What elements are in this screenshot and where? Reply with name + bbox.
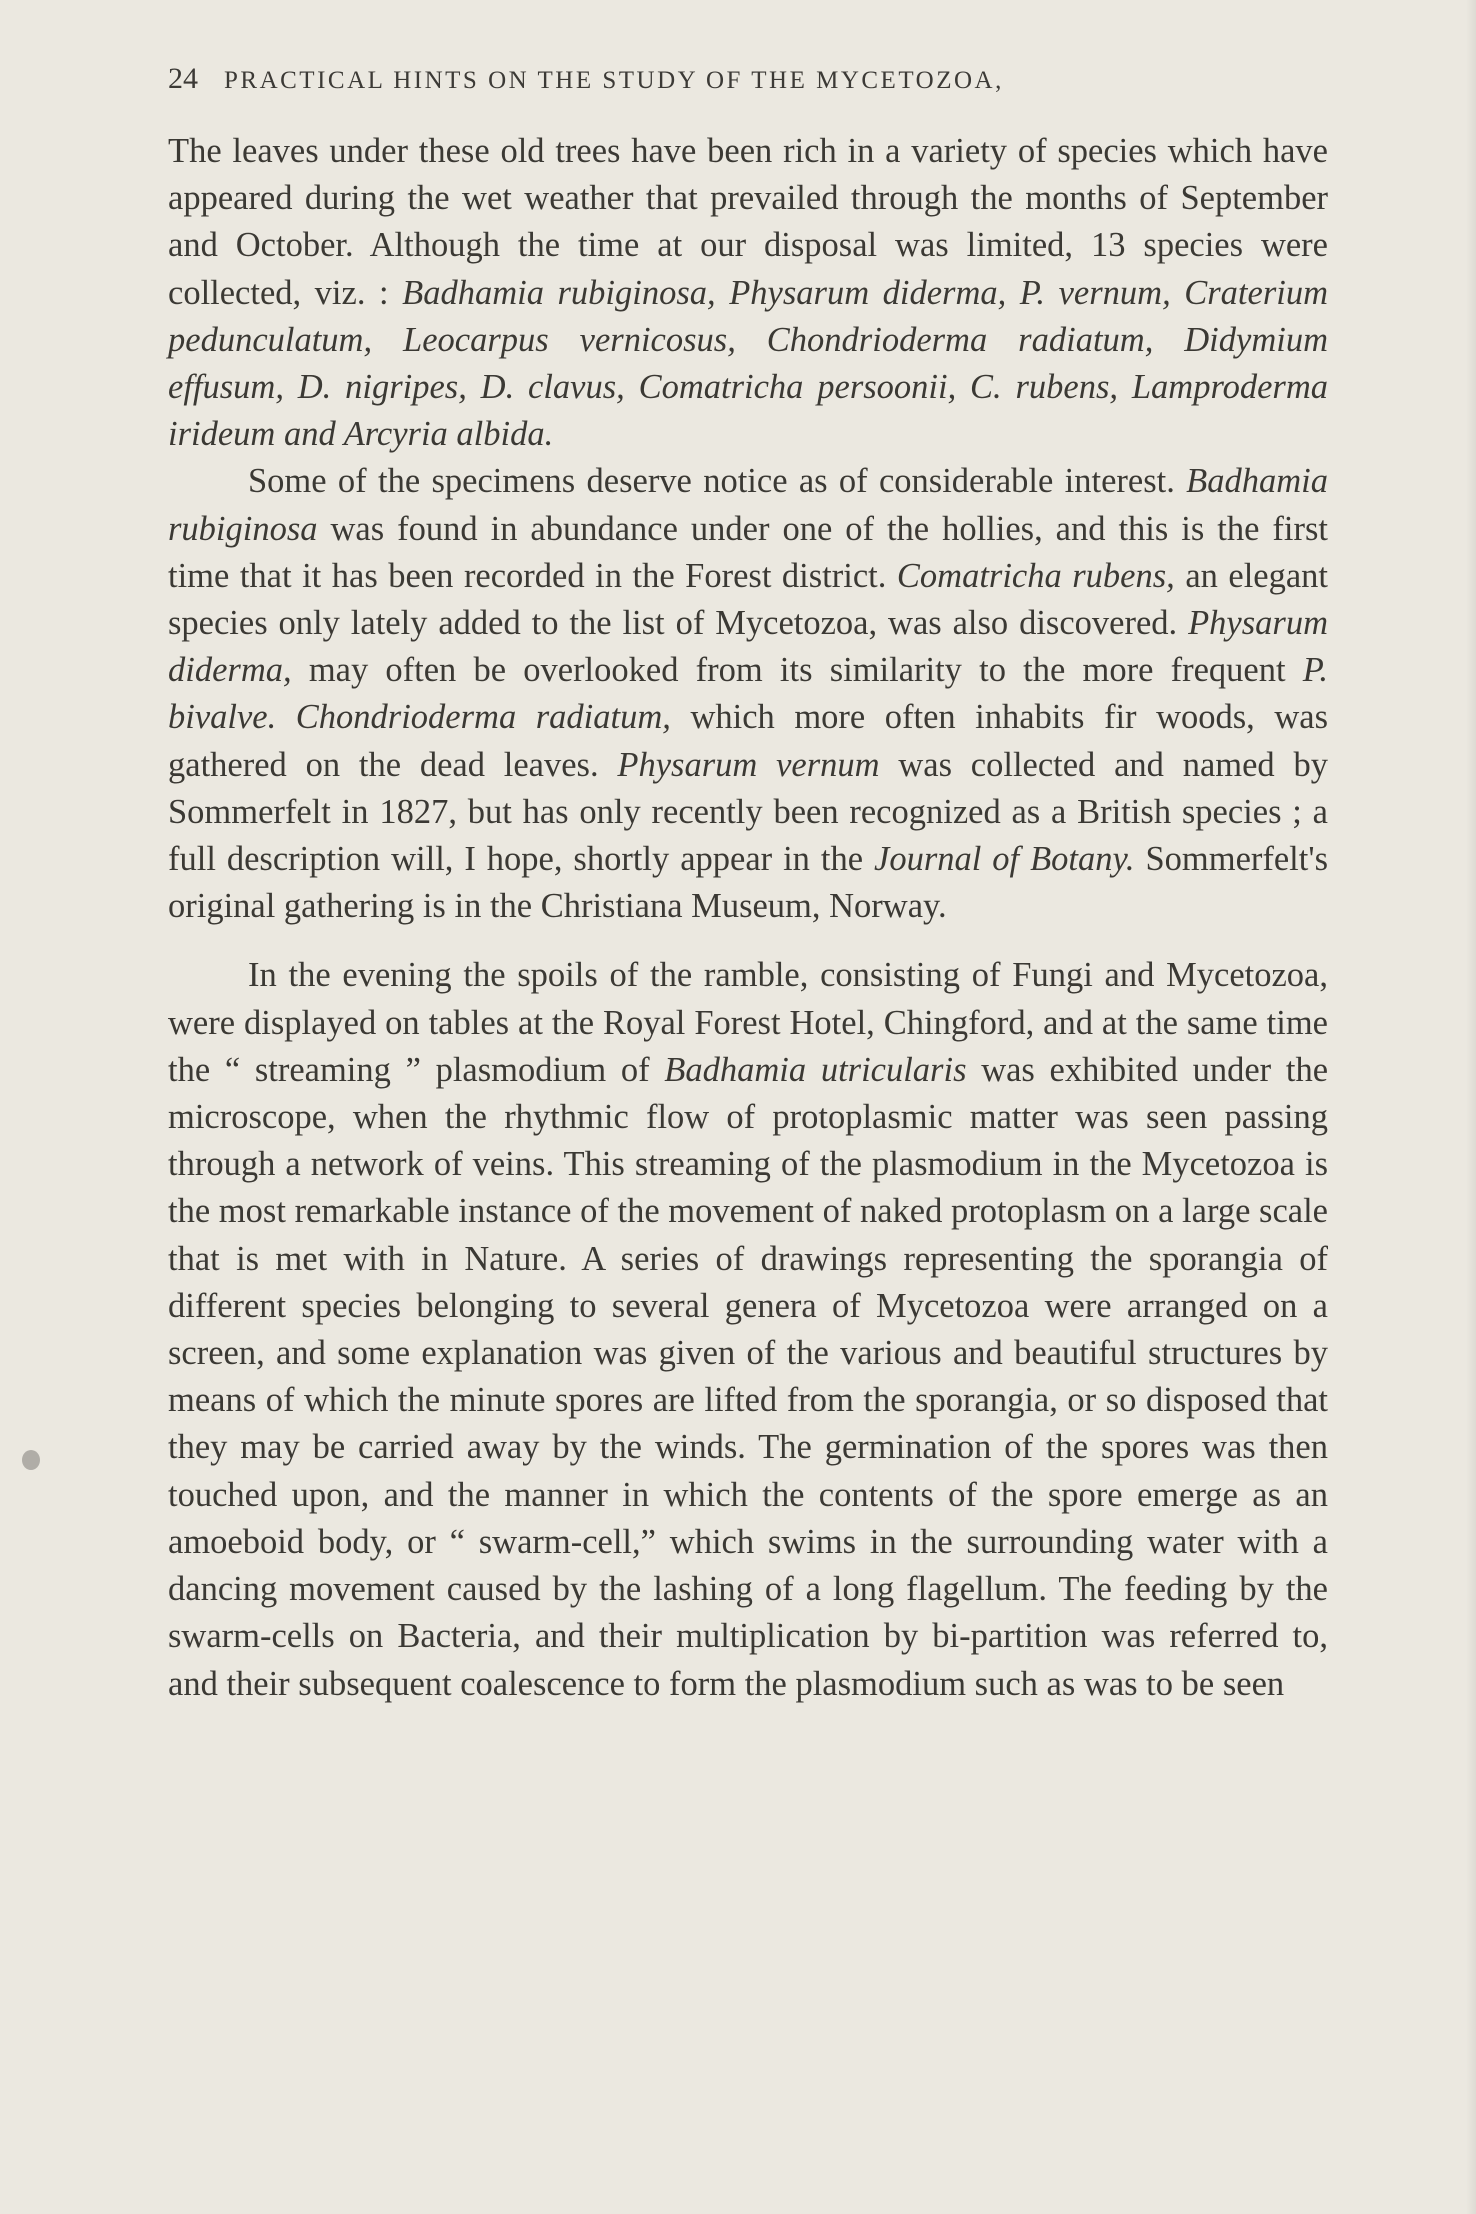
species-list: Badhamia rubiginosa, Physarum diderma, P. vernum, Craterium pedunculatum, Leocarpus vernicosus, Chondrioderma radiatum, Didymium effusum, D. nigripes, D. clavus, Comatricha persoonii, C. rubens, Lamproderma irideum and Arcyria albida. [168,273,1329,454]
paragraph-3-text: In the evening the spoils of the ramble, consisting of Fungi and Mycetozoa, were displayed on tables at the Royal Forest Hotel, Chingford, and at the same time the “ streaming ” plasmodium of [168,956,1328,1089]
paragraph-2 [168,458,1328,930]
paragraph-2-text: may often be overlooked from its similarity to the more frequent [291,651,1303,690]
paragraph-2-text: Some of the specimens deserve notice as of considerable interest. [248,462,1187,501]
species-name: Badhamia rubiginosa [168,462,1328,548]
paragraph-2-text: was collected and named by Sommerfelt in 1827, but has only recently been recognized as a British species ; a full description will, I hope, shortly appear in the [168,745,1328,879]
body-text [168,128,1328,1708]
journal-title: Journal of Botany. [874,840,1135,879]
page-edge-shadow [1466,0,1476,2214]
paragraph-2-text: which more often inhabits fir woods, was gathered on the dead leaves. [168,698,1329,784]
running-title: PRACTICAL HINTS ON THE STUDY OF THE MYCETOZOA, [224,67,1004,94]
paragraph-2-text: was found in abundance under one of the hollies, and this is the first time that it has been recorded in the Forest district. [168,509,1328,595]
paragraph-3-text: was exhibited under the microscope, when the rhythmic flow of protoplasmic matter was seen passing through a network of veins. This streaming of the plasmodium in the Mycetozoa is the most remarkable instance of the movement of naked protoplasm on a large scale that is met with in Nature. A series of drawings representing the sporangia of different species belonging to several genera of Mycetozoa were arranged on a screen, and some explanation was given of the various and beautiful structures by means of which the minute spores are lifted from the sporangia, or so disposed that they may be carried away by the winds. The germination of the spores was then touched upon, and the manner in which the contents of the spore emerge as an amoeboid body, or “ swarm-cell,” which swims in the surrounding water with a dancing movement caused by the lashing of a long flagellum. The feeding by the swarm-cells on Bacteria, and their multiplication by bi-partition was referred to, and their subsequent coalescence to form the plasmodium such as was to be seen [168,1050,1329,1703]
paragraph-3 [168,952,1328,1707]
paragraph-1-text: The leaves under these old trees have been rich in a variety of species which have appeared during the wet weather that prevailed through the months of September and October. Although the time at our disposal was limited, 13 species were collected, viz. : [168,132,1328,312]
species-name: P. bivalve. Chondrioderma radiatum, [168,651,1328,737]
species-name: Badhamia utricularis [664,1050,967,1089]
paragraph-2-text: Sommerfelt's original gathering is in the Christiana Museum, Norway. [168,840,1328,926]
paragraph-2-text: an elegant species only lately added to the list of Mycetozoa, was also discovered. [168,556,1329,643]
running-head [168,62,1328,96]
species-name: Comatricha rubens, [896,556,1175,595]
species-name: Physarum diderma, [168,604,1328,690]
species-name: Physarum vernum [617,745,880,784]
page-number: 24 [168,62,198,95]
paper-speck [22,1450,40,1470]
paragraph-1 [168,128,1328,458]
